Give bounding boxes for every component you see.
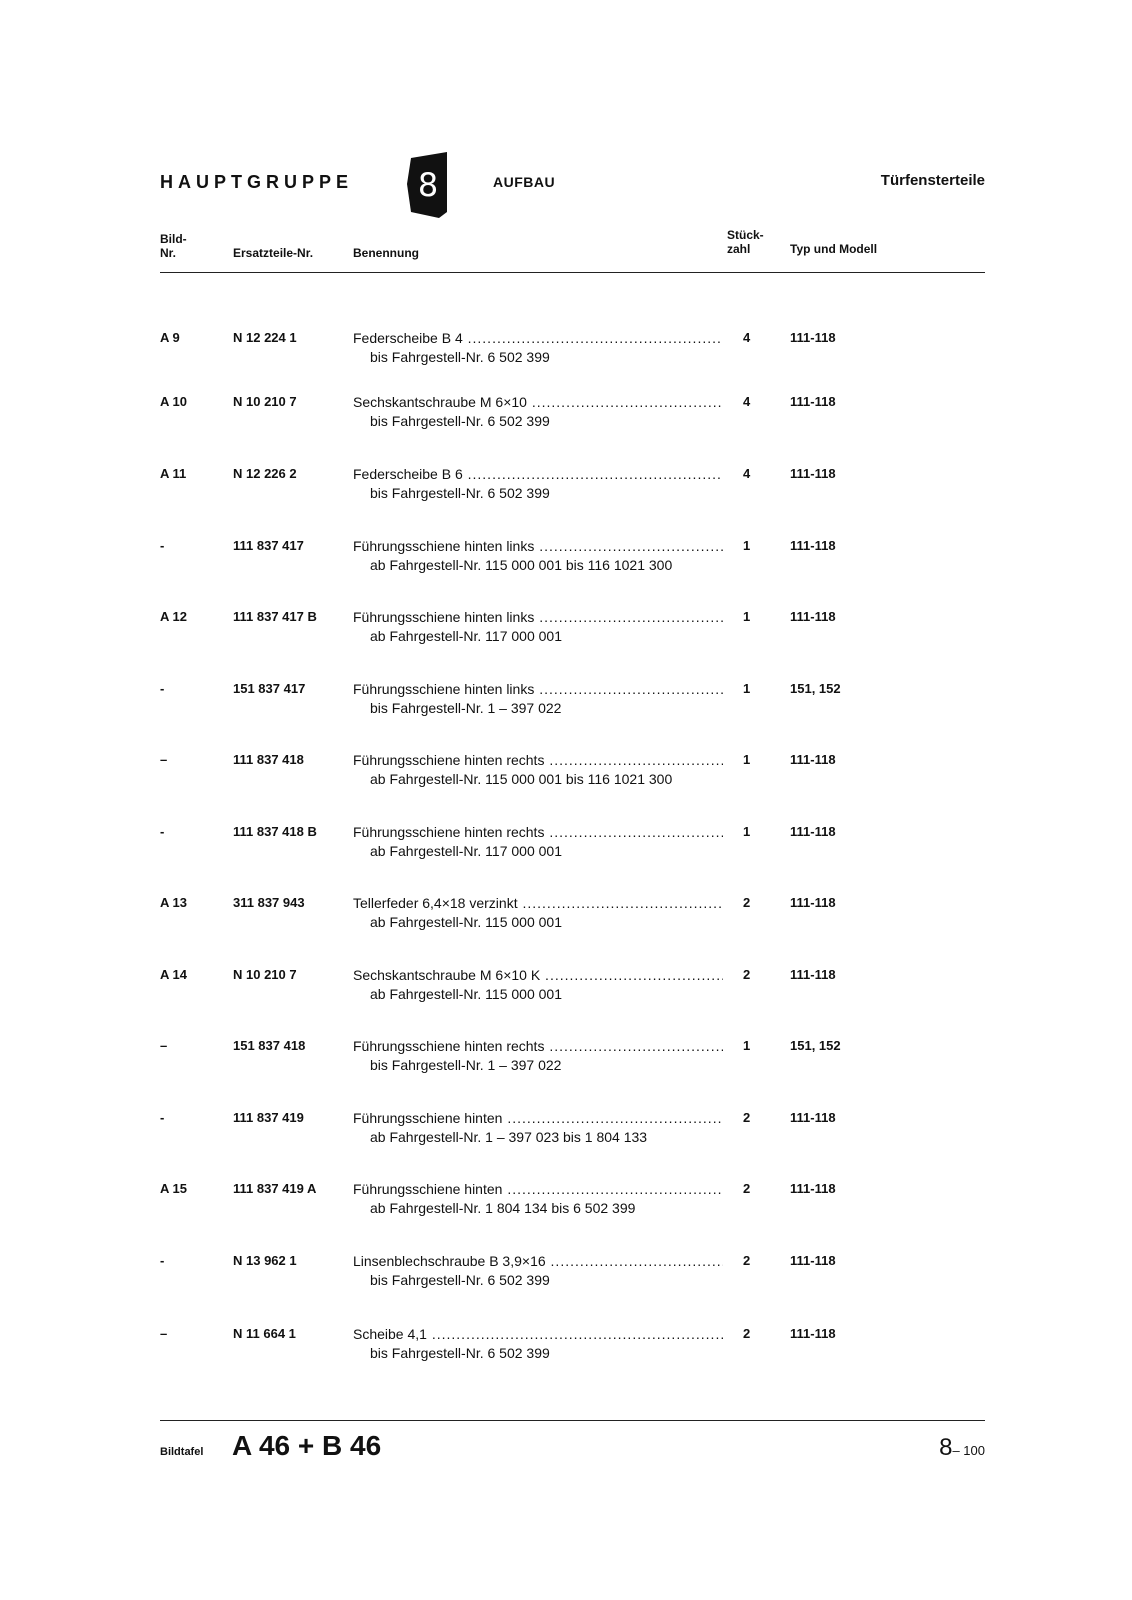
part-name: Linsenblechschraube B 3,9×16 ..... bbox=[353, 1253, 723, 1269]
part-name: Führungsschiene hinten links ..... bbox=[353, 609, 723, 625]
table-row bbox=[160, 394, 985, 434]
table-row bbox=[160, 824, 985, 864]
quantity: 4 bbox=[743, 466, 751, 481]
bild-nr: - bbox=[160, 538, 165, 553]
model-type: 111-118 bbox=[790, 824, 836, 839]
quantity: 2 bbox=[743, 1253, 751, 1268]
chassis-range: bis Fahrgestell-Nr. 1 – 397 022 bbox=[370, 700, 562, 716]
quantity: 4 bbox=[743, 394, 751, 409]
quantity: 2 bbox=[743, 895, 751, 910]
table-row bbox=[160, 330, 985, 370]
description bbox=[353, 466, 723, 482]
page-number-main: 8 bbox=[939, 1434, 953, 1461]
model-type: 111-118 bbox=[790, 752, 836, 767]
quantity: 2 bbox=[743, 1326, 751, 1341]
part-number: N 12 224 1 bbox=[233, 330, 297, 345]
chassis-range: bis Fahrgestell-Nr. 1 – 397 022 bbox=[370, 1057, 562, 1073]
group-number: 8 bbox=[417, 166, 439, 204]
part-number: N 13 962 1 bbox=[233, 1253, 297, 1268]
bild-nr: – bbox=[160, 752, 168, 767]
part-name: Scheibe 4,1 ..... bbox=[353, 1326, 723, 1342]
chassis-range: ab Fahrgestell-Nr. 1 804 134 bis 6 502 399 bbox=[370, 1200, 636, 1216]
chassis-range: ab Fahrgestell-Nr. 115 000 001 bis 116 1021 300 bbox=[370, 771, 673, 787]
quantity: 2 bbox=[743, 1181, 751, 1196]
part-number: 311 837 943 bbox=[233, 895, 305, 910]
part-number: N 12 226 2 bbox=[233, 466, 297, 481]
table-row bbox=[160, 466, 985, 506]
description bbox=[353, 538, 723, 554]
plate-reference: A 46 + B 46 bbox=[232, 1430, 382, 1461]
part-number: 111 837 417 bbox=[233, 538, 304, 553]
part-name: Federscheibe B 4 ..... bbox=[353, 330, 723, 346]
column-headers bbox=[160, 228, 985, 272]
bild-nr: A 11 bbox=[160, 466, 187, 481]
chassis-range: bis Fahrgestell-Nr. 6 502 399 bbox=[370, 1345, 550, 1361]
bild-nr: - bbox=[160, 681, 165, 696]
model-type: 111-118 bbox=[790, 394, 836, 409]
table-row bbox=[160, 681, 985, 721]
group-label: HAUPTGRUPPE bbox=[160, 172, 354, 192]
col-bild-nr-line1: Bild- bbox=[160, 232, 187, 246]
description bbox=[353, 824, 723, 840]
quantity: 1 bbox=[743, 609, 751, 624]
description bbox=[353, 752, 723, 768]
col-benennung: Benennung bbox=[353, 246, 419, 260]
description bbox=[353, 1110, 723, 1126]
model-type: 111-118 bbox=[790, 1110, 836, 1125]
chassis-range: ab Fahrgestell-Nr. 1 – 397 023 bis 1 804 133 bbox=[370, 1129, 648, 1145]
group-number-badge bbox=[403, 150, 453, 220]
description bbox=[353, 1181, 723, 1197]
model-type: 111-118 bbox=[790, 895, 836, 910]
header-rule bbox=[160, 272, 985, 273]
bild-nr: A 13 bbox=[160, 895, 187, 910]
bild-nr: A 10 bbox=[160, 394, 187, 409]
col-stueckzahl-line1: Stück- bbox=[727, 228, 764, 242]
quantity: 2 bbox=[743, 1110, 751, 1125]
chassis-range: ab Fahrgestell-Nr. 117 000 001 bbox=[370, 843, 562, 859]
col-bild-nr-line2: Nr. bbox=[160, 246, 177, 260]
part-number: 111 837 419 bbox=[233, 1110, 304, 1125]
section-title: Türfensterteile bbox=[880, 172, 985, 189]
bild-nr: – bbox=[160, 1326, 168, 1341]
part-name: Sechskantschraube M 6×10 K ..... bbox=[353, 967, 723, 983]
model-type: 151, 152 bbox=[790, 1038, 841, 1053]
table-row bbox=[160, 752, 985, 792]
model-type: 111-118 bbox=[790, 1326, 836, 1341]
model-type: 111-118 bbox=[790, 609, 836, 624]
description bbox=[353, 394, 723, 410]
chassis-range: bis Fahrgestell-Nr. 6 502 399 bbox=[370, 485, 550, 501]
page-header bbox=[160, 150, 985, 220]
description bbox=[353, 895, 723, 911]
description bbox=[353, 330, 723, 346]
part-name: Führungsschiene hinten ..... bbox=[353, 1181, 723, 1197]
bild-nr: A 12 bbox=[160, 609, 187, 624]
part-number: 111 837 418 bbox=[233, 752, 304, 767]
part-number: 151 837 417 bbox=[233, 681, 306, 696]
chassis-range: bis Fahrgestell-Nr. 6 502 399 bbox=[370, 1272, 550, 1288]
quantity: 1 bbox=[743, 681, 751, 696]
col-stueckzahl bbox=[727, 228, 764, 256]
chassis-range: ab Fahrgestell-Nr. 115 000 001 bis 116 1021 300 bbox=[370, 557, 673, 573]
bild-nr: - bbox=[160, 1110, 165, 1125]
part-number: N 11 664 1 bbox=[233, 1326, 296, 1341]
part-name: Führungsschiene hinten rechts ..... bbox=[353, 824, 723, 840]
chassis-range: bis Fahrgestell-Nr. 6 502 399 bbox=[370, 413, 550, 429]
group-name: AUFBAU bbox=[493, 174, 556, 190]
chassis-range: ab Fahrgestell-Nr. 117 000 001 bbox=[370, 628, 562, 644]
bildtafel-label: Bildtafel bbox=[160, 1446, 204, 1458]
col-ersatzteile-nr: Ersatzteile-Nr. bbox=[233, 246, 314, 260]
part-number: N 10 210 7 bbox=[233, 394, 297, 409]
col-bild-nr bbox=[160, 232, 187, 260]
description bbox=[353, 1326, 723, 1342]
page-footer bbox=[160, 1430, 985, 1480]
bild-nr: - bbox=[160, 1253, 165, 1268]
description bbox=[353, 1253, 723, 1269]
part-name: Führungsschiene hinten links ..... bbox=[353, 538, 723, 554]
model-type: 111-118 bbox=[790, 466, 836, 481]
table-row bbox=[160, 1181, 985, 1221]
table-row bbox=[160, 967, 985, 1007]
model-type: 111-118 bbox=[790, 1253, 836, 1268]
table-row bbox=[160, 538, 985, 578]
part-name: Führungsschiene hinten ..... bbox=[353, 1110, 723, 1126]
description bbox=[353, 681, 723, 697]
description bbox=[353, 609, 723, 625]
quantity: 1 bbox=[743, 538, 751, 553]
part-number: 111 837 419 A bbox=[233, 1181, 317, 1196]
model-type: 111-118 bbox=[790, 967, 836, 982]
quantity: 2 bbox=[743, 967, 751, 982]
description bbox=[353, 1038, 723, 1054]
quantity: 4 bbox=[743, 330, 751, 345]
part-number: 111 837 418 B bbox=[233, 824, 317, 839]
bild-nr: - bbox=[160, 824, 165, 839]
model-type: 111-118 bbox=[790, 538, 836, 553]
bild-nr: A 9 bbox=[160, 330, 180, 345]
quantity: 1 bbox=[743, 824, 751, 839]
part-number: N 10 210 7 bbox=[233, 967, 297, 982]
chassis-range: ab Fahrgestell-Nr. 115 000 001 bbox=[370, 914, 562, 930]
part-name: Führungsschiene hinten links ..... bbox=[353, 681, 723, 697]
col-typ-modell: Typ und Modell bbox=[790, 242, 878, 256]
table-row bbox=[160, 1326, 985, 1366]
model-type: 111-118 bbox=[790, 1181, 836, 1196]
page-number-sub: – 100 bbox=[952, 1443, 985, 1458]
bild-nr: A 14 bbox=[160, 967, 187, 982]
footer-rule bbox=[160, 1420, 985, 1421]
table-row bbox=[160, 609, 985, 649]
part-number: 111 837 417 B bbox=[233, 609, 317, 624]
table-row bbox=[160, 1110, 985, 1150]
quantity: 1 bbox=[743, 1038, 751, 1053]
bild-nr: A 15 bbox=[160, 1181, 187, 1196]
table-row bbox=[160, 1038, 985, 1078]
part-name: Tellerfeder 6,4×18 verzinkt ..... bbox=[353, 895, 723, 911]
model-type: 151, 152 bbox=[790, 681, 841, 696]
part-name: Sechskantschraube M 6×10 ..... bbox=[353, 394, 723, 410]
chassis-range: ab Fahrgestell-Nr. 115 000 001 bbox=[370, 986, 562, 1002]
quantity: 1 bbox=[743, 752, 751, 767]
table-row bbox=[160, 895, 985, 935]
part-number: 151 837 418 bbox=[233, 1038, 306, 1053]
col-stueckzahl-line2: zahl bbox=[727, 242, 751, 256]
page-number bbox=[939, 1434, 985, 1462]
model-type: 111-118 bbox=[790, 330, 836, 345]
chassis-range: bis Fahrgestell-Nr. 6 502 399 bbox=[370, 349, 550, 365]
table-row bbox=[160, 1253, 985, 1293]
part-name: Führungsschiene hinten rechts ..... bbox=[353, 752, 723, 768]
part-name: Führungsschiene hinten rechts ..... bbox=[353, 1038, 723, 1054]
description bbox=[353, 967, 723, 983]
bild-nr: – bbox=[160, 1038, 168, 1053]
part-name: Federscheibe B 6 ..... bbox=[353, 466, 723, 482]
